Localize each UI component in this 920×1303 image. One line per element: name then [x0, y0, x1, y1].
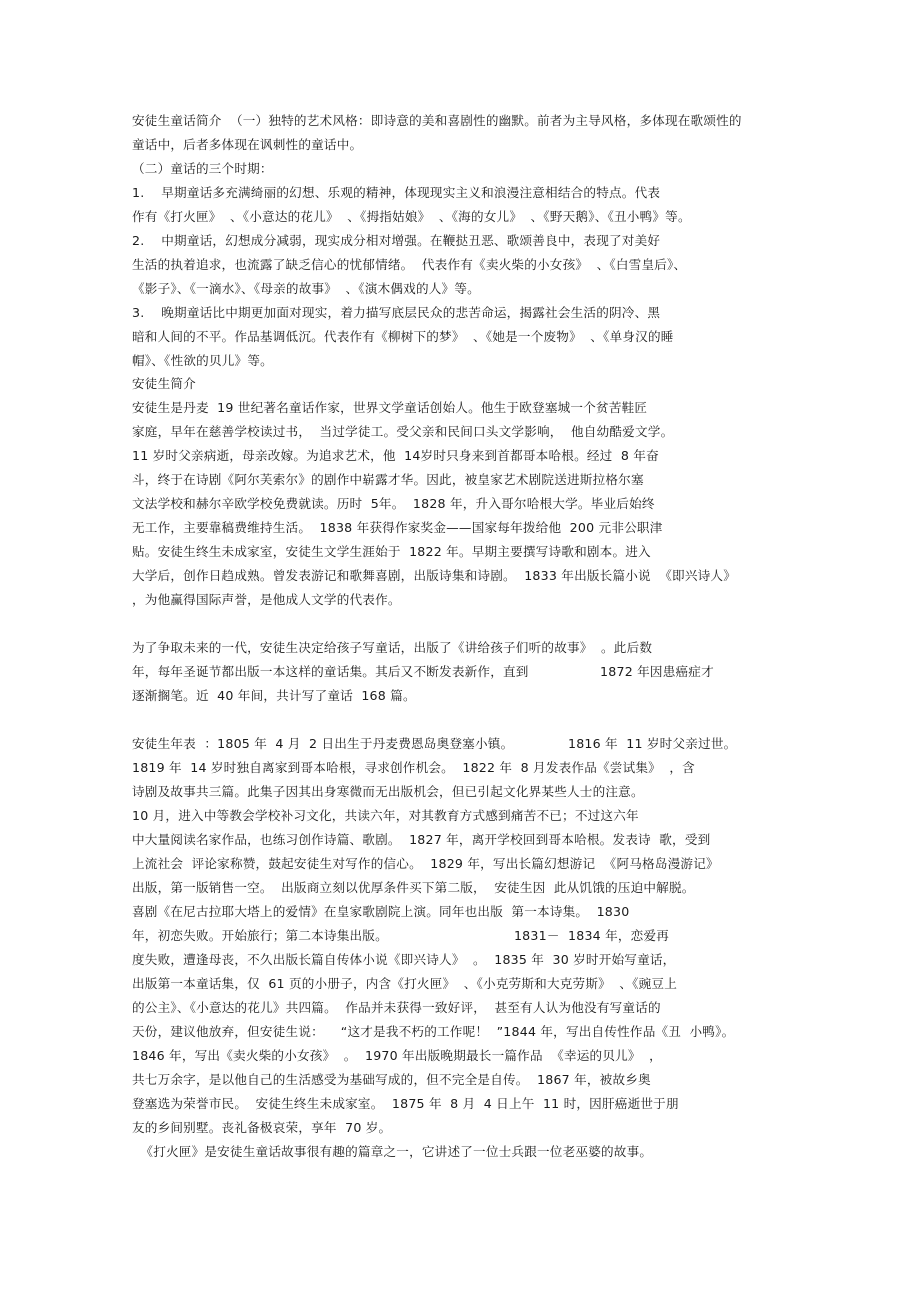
text-line: 中大量阅读名家作品，也练习创作诗篇、歌剧。 1827 年，离开学校回到哥本哈根。发表诗 歌，受到 [132, 832, 711, 847]
text-line: 出版第一本童话集，仅 61 页的小册子，内含《打火匣》 、《小克劳斯和大克劳斯》 、《豌豆上 [132, 976, 677, 991]
text-line: 年，初恋失败。开始旅行；第二本诗集出版。 1831－ 1834 年，恋爱再 [132, 928, 670, 943]
text-line: 年，每年圣诞节都出版一本这样的童话集。其后又不断发表新作，直到 1872 年因患癌症才 [132, 664, 714, 679]
text-line: （二）童话的三个时期： [132, 161, 273, 176]
text-line: 逐渐搁笔。近 40 年间，共计写了童话 168 篇。 [132, 688, 416, 703]
text-line: 斗，终于在诗剧《阿尔芙索尔》的剧作中崭露才华。因此，被皇家艺术剧院送进斯拉格尔塞 [132, 472, 644, 487]
text-line: 3. 晚期童话比中期更加面对现实，着力描写底层民众的悲苦命运，揭露社会生活的阴冷、黑 [132, 305, 661, 320]
text-line: 贴。安徒生终生未成家室，安徒生文学生涯始于 1822 年。早期主要撰写诗歌和剧本。进入 [132, 544, 651, 559]
text-line: 安徒生童话简介 （一）独特的艺术风格：即诗意的美和喜剧性的幽默。前者为主导风格，多体现在歌颂性的 [132, 113, 742, 128]
text-line: 安徒生简介 [132, 376, 196, 391]
text-line: 文法学校和赫尔辛欧学校免费就读。历时 5年。 1828 年，升入哥尔哈根大学。毕业后始终 [132, 496, 655, 511]
text-line: 共七万余字，是以他自己的生活感受为基础写成的，但不完全是自传。 1867 年，被故乡奥 [132, 1072, 651, 1087]
text-line: 天份，建议他放弃，但安徒生说： “这才是我不朽的工作呢！ ”1844 年，写出自传性作品《丑 小鸭》。 [132, 1024, 735, 1039]
text-line: 度失败，遭逢母丧，不久出版长篇自传体小说《即兴诗人》 。 1835 年 30 岁时开始写童话， [132, 952, 676, 967]
text-line: 11 岁时父亲病逝，母亲改嫁。为追求艺术，他 14岁时只身来到首都哥本哈根。经过 8 年奋 [132, 448, 659, 463]
text-line: 暗和人间的不平。作品基调低沉。代表作有《柳树下的梦》 、《她是一个废物》 、《单身汉的睡 [132, 329, 674, 344]
text-line: 安徒生是丹麦 19 世纪著名童话作家，世界文学童话创始人。他生于欧登塞城一个贫苦鞋匠 [132, 400, 648, 415]
text-line: 1. 早期童话多充满绮丽的幻想、乐观的精神，体现现实主义和浪漫注意相结合的特点。代表 [132, 185, 661, 200]
text-line: 友的乡间别墅。丧礼备极哀荣，享年 70 岁。 [132, 1120, 392, 1135]
text-line: 出版，第一版销售一空。 出版商立刻以优厚条件买下第二版， 安徒生因 此从饥饿的压迫中解脱。 [132, 880, 695, 895]
text-line: 1819 年 14 岁时独自离家到哥本哈根，寻求创作机会。 1822 年 8 月发表作品《尝试集》 ，含 [132, 760, 695, 775]
text-line: 1846 年，写出《卖火柴的小女孩》 。 1970 年出版晚期最长一篇作品 《幸运的贝儿》 ， [132, 1048, 662, 1063]
text-line: 上流社会 评论家称赞，鼓起安徒生对写作的信心。 1829 年，写出长篇幻想游记 《阿马格岛漫游记》 [132, 856, 719, 871]
text-line: 诗剧及故事共三篇。此集子因其出身寒微而无出版机会，但已引起文化界某些人士的注意。 [132, 784, 644, 799]
text-line: 《影子》、《一滴水》、《母亲的故事》 、《演木偶戏的人》等。 [132, 281, 480, 296]
text-line: 生活的执着追求，也流露了缺乏信心的忧郁情绪。 代表作有《卖火柴的小女孩》 、《白雪皇后》、 [132, 257, 687, 272]
text-line: 大学后，创作日趋成熟。曾发表游记和歌舞喜剧，出版诗集和诗剧。 1833 年出版长篇小说 《即兴诗人》 [132, 568, 736, 583]
text-line: 童话中，后者多体现在讽刺性的童话中。 [132, 137, 363, 152]
text-line: 《打火匣》是安徒生童话故事很有趣的篇章之一，它讲述了一位士兵跟一位老巫婆的故事。 [132, 1144, 653, 1159]
text-line: 家庭，早年在慈善学校读过书， 当过学徒工。受父亲和民间口头文学影响， 他自幼酷爱文学。 [132, 424, 674, 439]
text-line: 登塞选为荣誉市民。 安徒生终生未成家室。 1875 年 8 月 4 日上午 11 时，因肝癌逝世于朋 [132, 1096, 679, 1111]
text-line: ，为他赢得国际声誉，是他成人文学的代表作。 [132, 592, 401, 607]
text-line: 无工作，主要靠稿费维持生活。 1838 年获得作家奖金——国家每年拨给他 200 元非公职津 [132, 520, 663, 535]
text-line: 安徒生年表 ：1805 年 4 月 2 日出生于丹麦费恩岛奥登塞小镇。 1816 年 11 岁时父亲过世。 [132, 736, 737, 751]
text-line: 的公主》、《小意达的花儿》共四篇。 作品并未获得一致好评， 甚至有人认为他没有写童话的 [132, 1000, 661, 1015]
text-line: 2. 中期童话，幻想成分减弱，现实成分相对增强。在鞭挞丑恶、歌颂善良中，表现了对美好 [132, 233, 661, 248]
text-line: 10 月，进入中等教会学校补习文化，共读六年，对其教育方式感到痛苦不已；不过这六年 [132, 808, 639, 823]
text-line: 为了争取未来的一代，安徒生决定给孩子写童话，出版了《讲给孩子们听的故事》 。此后数 [132, 640, 653, 655]
text-line: 帽》、《性欲的贝儿》等。 [132, 353, 273, 368]
text-line: 作有《打火匣》 、《小意达的花儿》 、《拇指姑娘》 、《海的女儿》 、《野天鹅》、《丑小鸭》等。 [132, 209, 691, 224]
text-line: 喜剧《在尼古拉耶大塔上的爱情》在皇家歌剧院上演。同年也出版 第一本诗集。 1830 [132, 904, 630, 919]
